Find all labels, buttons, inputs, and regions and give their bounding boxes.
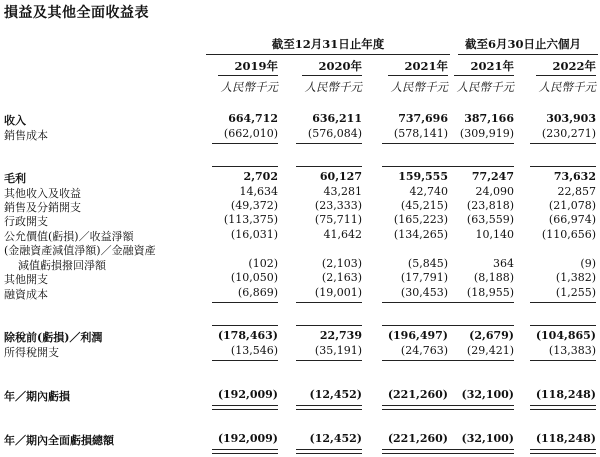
row-value: 73,632: [553, 170, 596, 183]
column-year: 2019年: [234, 59, 278, 73]
row-value: (309,919): [459, 127, 514, 140]
row-value: (134,265): [393, 228, 448, 241]
row-value: (165,223): [393, 213, 448, 226]
table-row: [0, 329, 600, 343]
row-label: 其他開支: [4, 273, 48, 286]
row-value: (32,100): [461, 432, 514, 445]
row-value: 159,555: [398, 170, 448, 183]
row-value: (12,452): [309, 388, 362, 401]
subtotal-rule: [530, 325, 596, 326]
row-value: (23,333): [314, 199, 362, 212]
group-header-rule: [458, 54, 598, 55]
row-value: (221,260): [387, 388, 448, 401]
row-value: (221,260): [387, 432, 448, 445]
row-value: (12,452): [309, 432, 362, 445]
row-value: (66,974): [548, 213, 596, 226]
subtotal-rule: [530, 166, 596, 167]
table-row: [0, 170, 600, 184]
table-row: [0, 388, 600, 402]
table-row: [0, 228, 600, 242]
column-unit: 人民幣千元: [390, 80, 448, 94]
row-label: 年／期內全面虧損總額: [4, 434, 114, 447]
statement-title: 損益及其他全面收益表: [4, 5, 149, 21]
row-value: 22,857: [557, 185, 596, 198]
column-year: 2021年: [404, 59, 448, 73]
row-value: (13,546): [230, 344, 278, 357]
row-value: (23,818): [466, 199, 514, 212]
row-value: (19,001): [314, 286, 362, 299]
subtotal-rule: [382, 325, 448, 326]
subtotal-rule: [382, 302, 448, 303]
row-value: 60,127: [319, 170, 362, 183]
row-value: (30,453): [400, 286, 448, 299]
row-value: (2,679): [469, 329, 514, 342]
subtotal-rule: [448, 302, 514, 303]
table-row: [0, 112, 600, 126]
row-value: 10,140: [475, 228, 514, 241]
row-value: 77,247: [471, 170, 514, 183]
table-row: [0, 242, 600, 256]
column-year-rule: [388, 75, 448, 76]
group-header-year-end: 截至12月31日止年度: [271, 37, 385, 51]
row-value: (113,375): [223, 213, 278, 226]
double-underline: [296, 449, 362, 454]
row-value: 636,211: [312, 112, 362, 125]
column-year: 2021年: [470, 59, 514, 73]
row-label: 除稅前(虧損)／利潤: [4, 331, 103, 344]
row-value: (35,191): [314, 344, 362, 357]
row-value: (118,248): [535, 388, 596, 401]
table-row: [0, 257, 600, 271]
row-label: 收入: [4, 114, 26, 127]
table-row: [0, 213, 600, 227]
row-value: (104,865): [535, 329, 596, 342]
row-value: (24,763): [400, 344, 448, 357]
subtotal-rule: [296, 302, 362, 303]
table-row: [0, 185, 600, 199]
column-unit: 人民幣千元: [304, 80, 362, 94]
row-label: 公允價值(虧損)／收益淨額: [4, 230, 134, 243]
column-unit: 人民幣千元: [456, 80, 514, 94]
row-value: (102): [248, 257, 278, 270]
subtotal-rule: [212, 325, 278, 326]
subtotal-rule: [212, 143, 278, 144]
row-value: (16,031): [230, 228, 278, 241]
subtotal-rule: [212, 302, 278, 303]
subtotal-rule: [296, 166, 362, 167]
row-value: 737,696: [398, 112, 448, 125]
subtotal-rule: [296, 360, 362, 361]
row-value: (18,955): [466, 286, 514, 299]
column-year: 2022年: [552, 59, 596, 73]
row-value: (2,163): [321, 271, 362, 284]
column-year: 2020年: [318, 59, 362, 73]
row-value: (8,188): [473, 271, 514, 284]
table-row: [0, 271, 600, 285]
row-value: (662,010): [223, 127, 278, 140]
row-value: (32,100): [461, 388, 514, 401]
row-value: (63,559): [466, 213, 514, 226]
row-label: 所得稅開支: [4, 346, 59, 359]
row-value: 364: [493, 257, 514, 270]
column-year-rule: [218, 75, 278, 76]
row-value: 42,740: [409, 185, 448, 198]
table-row: [0, 199, 600, 213]
row-value: (5,845): [407, 257, 448, 270]
column-year-rule: [302, 75, 362, 76]
row-value: (9): [580, 257, 596, 270]
row-label: (金融資產減值淨額)／金融資產: [4, 244, 156, 257]
double-underline: [212, 449, 278, 454]
column-unit: 人民幣千元: [220, 80, 278, 94]
double-underline: [296, 405, 362, 410]
subtotal-rule: [382, 166, 448, 167]
subtotal-rule: [296, 143, 362, 144]
row-value: (49,372): [230, 199, 278, 212]
row-label: 融資成本: [4, 288, 48, 301]
subtotal-rule: [448, 360, 514, 361]
row-value: 387,166: [464, 112, 514, 125]
row-value: (10,050): [230, 271, 278, 284]
subtotal-rule: [382, 143, 448, 144]
double-underline: [530, 449, 596, 454]
row-value: (17,791): [400, 271, 448, 284]
row-value: (178,463): [217, 329, 278, 342]
row-value: (29,421): [466, 344, 514, 357]
subtotal-rule: [448, 166, 514, 167]
row-label: 毛利: [4, 172, 26, 185]
subtotal-rule: [296, 325, 362, 326]
table-row: [0, 432, 600, 446]
row-value: (110,656): [541, 228, 596, 241]
row-label: 減值虧損撥回淨額: [18, 259, 106, 272]
double-underline: [382, 405, 448, 410]
row-label: 年／期內虧損: [4, 390, 70, 403]
row-value: 43,281: [323, 185, 362, 198]
table-row: [0, 344, 600, 358]
row-value: (21,078): [548, 199, 596, 212]
row-value: (45,215): [400, 199, 448, 212]
subtotal-rule: [212, 166, 278, 167]
double-underline: [212, 405, 278, 410]
subtotal-rule: [530, 143, 596, 144]
row-value: 24,090: [475, 185, 514, 198]
subtotal-rule: [530, 302, 596, 303]
table-row: [0, 286, 600, 300]
double-underline: [448, 405, 514, 410]
double-underline: [530, 405, 596, 410]
row-value: (196,497): [387, 329, 448, 342]
row-label: 行政開支: [4, 215, 48, 228]
row-value: 303,903: [546, 112, 596, 125]
row-value: (192,009): [217, 388, 278, 401]
subtotal-rule: [382, 360, 448, 361]
row-value: (75,711): [314, 213, 362, 226]
row-value: (1,382): [555, 271, 596, 284]
row-value: (6,869): [237, 286, 278, 299]
subtotal-rule: [212, 360, 278, 361]
column-year-rule: [454, 75, 514, 76]
row-value: 22,739: [319, 329, 362, 342]
table-row: [0, 127, 600, 141]
group-header-six-months: 截至6月30日止六個月: [464, 37, 581, 51]
double-underline: [382, 449, 448, 454]
group-header-rule: [206, 54, 450, 55]
row-value: 2,702: [243, 170, 278, 183]
row-value: (576,084): [307, 127, 362, 140]
subtotal-rule: [448, 143, 514, 144]
column-year-rule: [536, 75, 596, 76]
row-value: (118,248): [535, 432, 596, 445]
row-value: (578,141): [393, 127, 448, 140]
row-value: (1,255): [555, 286, 596, 299]
row-label: 銷售及分銷開支: [4, 201, 81, 214]
row-value: 664,712: [228, 112, 278, 125]
row-value: (192,009): [217, 432, 278, 445]
row-value: (13,383): [548, 344, 596, 357]
row-value: (230,271): [541, 127, 596, 140]
column-unit: 人民幣千元: [538, 80, 596, 94]
row-value: (2,103): [321, 257, 362, 270]
row-value: 41,642: [323, 228, 362, 241]
subtotal-rule: [530, 360, 596, 361]
row-value: 14,634: [239, 185, 278, 198]
double-underline: [448, 449, 514, 454]
subtotal-rule: [448, 325, 514, 326]
row-label: 其他收入及收益: [4, 187, 81, 200]
row-label: 銷售成本: [4, 129, 48, 142]
